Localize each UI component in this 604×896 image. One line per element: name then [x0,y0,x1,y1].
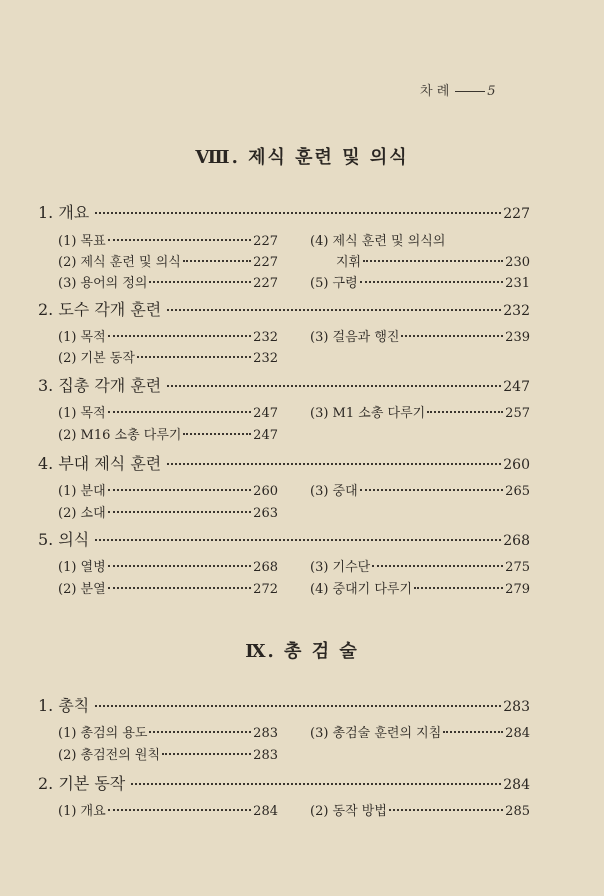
toc-item[interactable]: (3) 총검술 훈련의 지침 284 [310,726,530,741]
toc-section[interactable]: 2. 도수 각개 훈련 232 [38,300,530,319]
toc-item[interactable]: (3) 용어의 정의 227 [58,276,278,291]
header-dash [455,91,485,92]
toc-section[interactable]: 1. 개요 227 [38,203,530,222]
toc-item[interactable]: (1) 목표 227 [58,234,278,249]
toc-item[interactable]: (1) 목적 232 [58,330,278,345]
header-label: 차 례 [420,84,450,99]
toc-item[interactable]: (3) 기수단 275 [310,560,530,575]
toc-section[interactable]: 2. 기본 동작 284 [38,774,530,793]
toc-section[interactable]: 1. 총칙 283 [38,696,530,715]
toc-item-continued[interactable]: 지휘 230 [336,255,530,270]
toc-item[interactable]: (2) 기본 동작 232 [58,351,278,366]
part-8-title: Ⅷ. 제식 훈련 및 의식 [195,147,409,168]
toc-section[interactable]: 4. 부대 제식 훈련 260 [38,454,530,473]
toc-item[interactable]: (1) 총검의 용도 283 [58,726,278,741]
toc-item[interactable]: (1) 개요 284 [58,804,278,819]
toc-item[interactable]: (2) 동작 방법 285 [310,804,530,819]
toc-item[interactable]: (2) 총검전의 원칙 283 [58,748,278,763]
toc-section[interactable]: 3. 집총 각개 훈련 247 [38,376,530,395]
toc-section[interactable]: 5. 의식 268 [38,530,530,549]
toc-item[interactable]: (2) M16 소총 다루기 247 [58,428,278,443]
toc-item[interactable]: (4) 중대기 다루기 279 [310,582,530,597]
toc-item[interactable]: (3) M1 소총 다루기 257 [310,406,530,421]
toc-item[interactable]: (5) 구령 231 [310,276,530,291]
toc-item[interactable]: (1) 목적 247 [58,406,278,421]
part-9-title: Ⅸ. 총 검 술 [245,641,359,662]
toc-item[interactable]: (3) 걸음과 행진 239 [310,330,530,345]
toc-item[interactable]: (2) 분열 272 [58,582,278,597]
running-header [420,80,530,99]
toc-item[interactable]: (1) 열병 268 [58,560,278,575]
toc-item[interactable]: (2) 소대 263 [58,506,278,521]
toc-item[interactable]: (2) 제식 훈련 및 의식 227 [58,255,278,270]
toc-item[interactable]: (1) 분대 260 [58,484,278,499]
toc-item[interactable]: (4) 제식 훈련 및 의식의 [310,234,446,249]
header-page: 5 [487,84,496,99]
toc-item[interactable]: (3) 중대 265 [310,484,530,499]
